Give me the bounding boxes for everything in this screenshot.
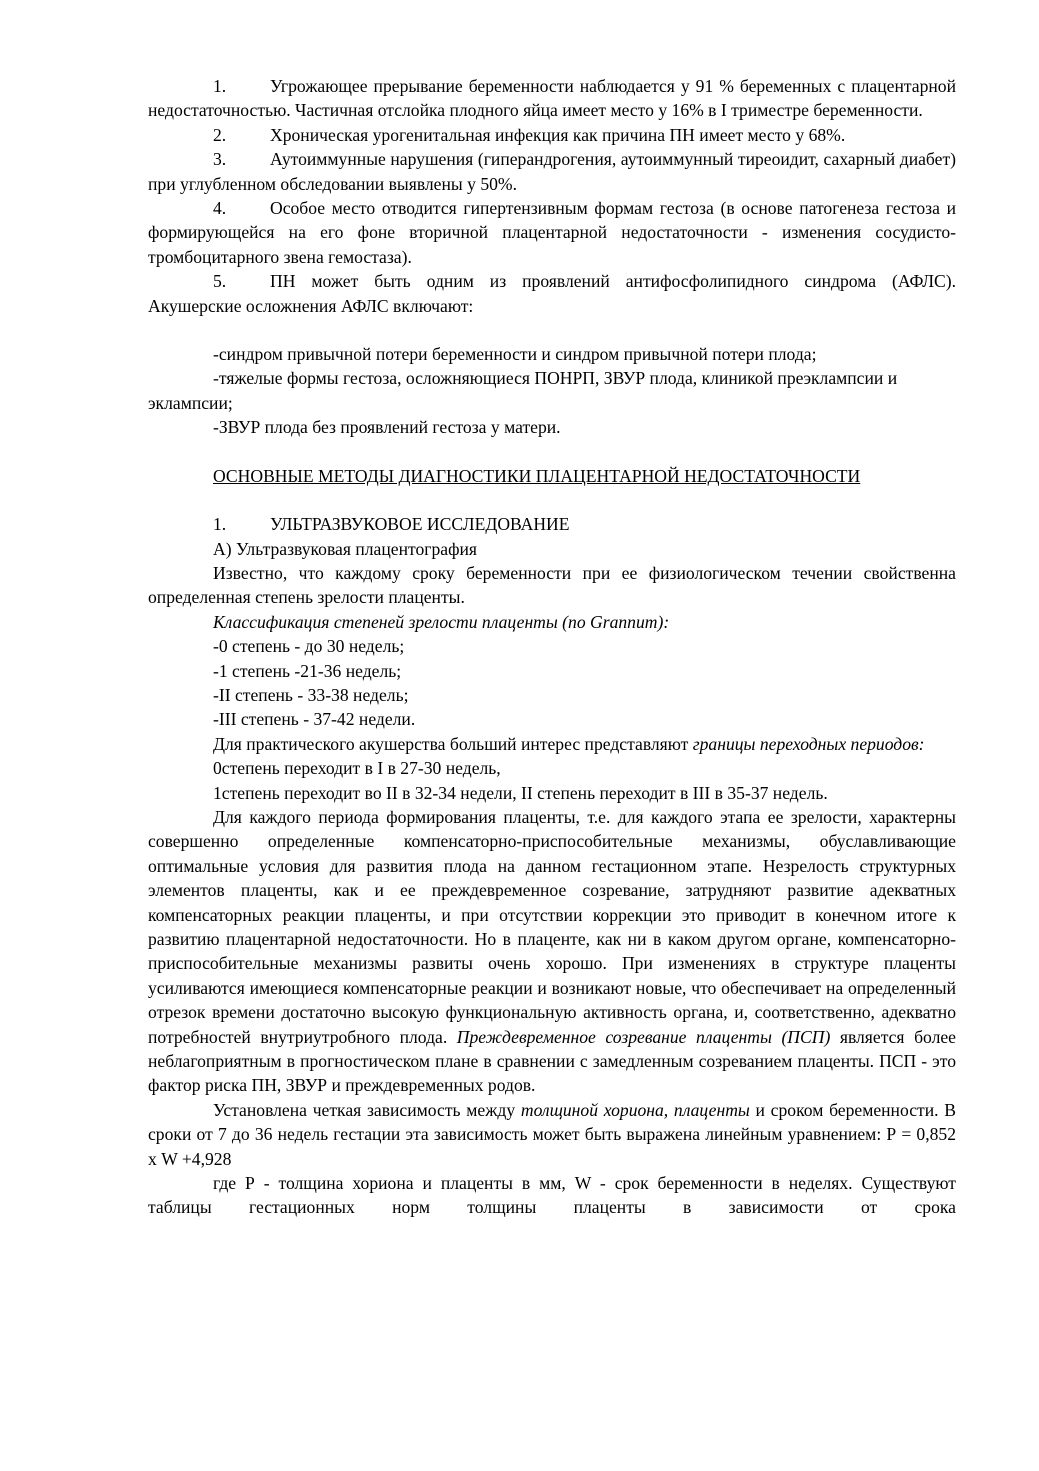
document-page: [148, 74, 956, 1220]
degree-item: -III степень - 37-42 недели.: [213, 709, 416, 730]
afls-item-2: -тяжелые формы гестоза, осложняющиеся ПОНРП, ЗВУР плода, клиникой преэклампсии и эклампсии;: [148, 368, 898, 413]
degree-item: -1 степень -21-36 недель;: [213, 660, 402, 681]
transition-intro: Для практического акушерства больший интерес представляют границы переходных периодов:: [213, 733, 925, 754]
spacer: [148, 488, 956, 512]
formula-paragraph: где Р - толщина хориона и плаценты в мм, W - срок беременности в неделях. Существуют таблицы гестационных норм толщины плаценты в зависимости от срока: [148, 1173, 956, 1218]
thickness-paragraph: Установлена четкая зависимость между толщиной хориона, плаценты и сроком беременности. В сроки от 7 до 36 недель гестации эта зависимость может быть выражена линейным уравнением: Р = 0,852 х W +4,928: [148, 1099, 956, 1169]
section-heading: ОСНОВНЫЕ МЕТОДЫ ДИАГНОСТИКИ ПЛАЦЕНТАРНОЙ НЕДОСТАТОЧНОСТИ: [213, 465, 861, 486]
afls-item-3: -ЗВУР плода без проявлений гестоза у матери.: [213, 417, 561, 438]
afls-item-1: -синдром привычной потери беременности и синдром привычной потери плода;: [213, 344, 817, 365]
transition-item: 1степень переходит во II в 32-34 недели, II степень переходит в III в 35-37 недель.: [213, 782, 828, 803]
us-intro: Известно, что каждому сроку беременности при ее физиологическом течении свойственна определенная степень зрелости плаценты.: [148, 562, 956, 608]
classification-title: Классификация степеней зрелости плаценты (по Grannum):: [213, 611, 670, 632]
list-item-2: 2. Хроническая урогенитальная инфекция как причина ПН имеет место у 68%.: [213, 124, 846, 145]
degree-item: -II степень - 33-38 недель;: [213, 684, 409, 705]
list-item-3: 3. Аутоиммунные нарушения (гиперандрогения, аутоиммунный тиреоидит, сахарный диабет) при углубленном обследовании выявлены у 50%.: [148, 149, 956, 194]
spacer: [148, 318, 956, 342]
degree-item: -0 степень - до 30 недель;: [213, 636, 405, 657]
us-heading: 1. УЛЬТРАЗВУКОВОЕ ИССЛЕДОВАНИЕ: [213, 514, 570, 535]
us-subtitle: А) Ультразвуковая плацентография: [213, 538, 477, 559]
transition-item: 0степень переходит в I в 27-30 недель,: [213, 758, 501, 779]
maturity-paragraph: Для каждого периода формирования плаценты, т.е. для каждого этапа ее зрелости, характерны совершенно определенные компенсаторно-приспособительные механизмы, обуславливающие оптимальные условия для развития плода на данном гестационном этапе. Незрелость структурных элементов плаценты, как и ее преждевременное созревание, затрудняют развитие адекватных компенсаторных реакции плаценты, и при отсутствии коррекции это приводит в конечном итоге к развитию плацентарной недостаточности. Но в плаценте, как ни в каком другом органе, компенсаторно-приспособительные механизмы развиты очень хорошо. При изменениях в структуре плаценты усиливаются имеющиеся компенсаторные реакции и возникают новые, что обеспечивает на определенный отрезок времени достаточно высокую функциональную активность органа, и, соответственно, адекватно потребностей внутриутробного плода. Преждевременное созревание плаценты (ПСП) является более неблагоприятным в прогностическом плане в сравнении с замедленным созреванием плаценты. ПСП - это фактор риска ПН, ЗВУР и преждевременных родов.: [148, 806, 956, 1096]
list-item-5: 5. ПН может быть одним из проявлений антифосфолипидного синдрома (АФЛС). Акушерские осложнения АФЛС включают:: [148, 271, 956, 316]
list-item-4: 4. Особое место отводится гипертензивным формам гестоза (в основе патогенеза гестоза и формирующейся на его фоне вторичной плацентарной недостаточности - изменения сосудисто-тромбоцитарного звена гемостаза).: [148, 198, 956, 267]
spacer: [148, 440, 956, 464]
list-item-1: 1. Угрожающее прерывание беременности наблюдается у 91 % беременных с плацентарной недостаточностью. Частичная отслойка плодного яйца имеет место у 16% в I триместре беременности.: [148, 76, 956, 121]
